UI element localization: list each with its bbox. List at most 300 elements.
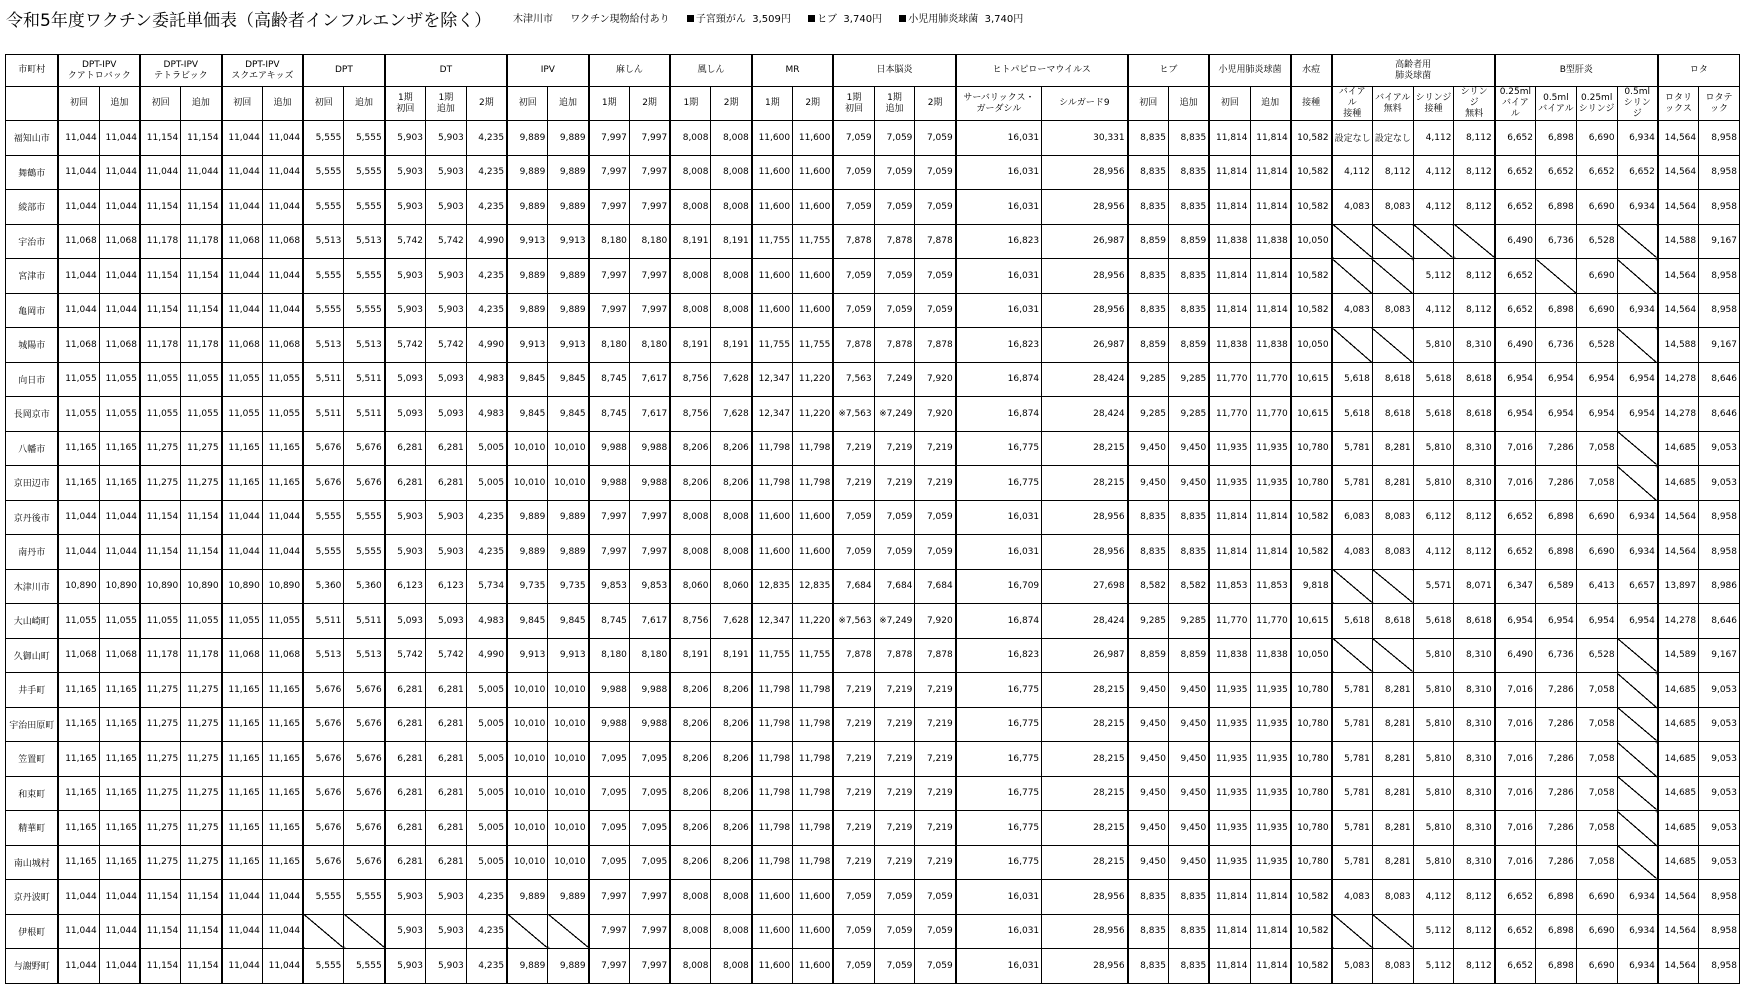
price-cell: 11,044 [262, 190, 303, 225]
price-cell: 7,059 [874, 121, 915, 156]
price-cell: 11,055 [222, 604, 263, 639]
price-cell: 16,775 [956, 845, 1042, 880]
price-cell: 5,555 [303, 259, 344, 294]
header-group: 高齢者用 肺炎球菌 [1332, 55, 1495, 87]
price-cell: 4,235 [466, 914, 507, 949]
municipality-name: 京丹波町 [6, 880, 59, 915]
price-cell: 8,835 [1168, 535, 1209, 570]
price-cell: 11,068 [58, 638, 99, 673]
price-cell: 6,490 [1495, 328, 1536, 363]
price-cell: 11,165 [262, 845, 303, 880]
price-cell: 10,582 [1291, 880, 1332, 915]
price-cell: 8,958 [1699, 293, 1740, 328]
price-cell: 11,165 [262, 776, 303, 811]
header-group: DPT [303, 55, 385, 87]
price-cell: 8,008 [711, 293, 752, 328]
not-applicable-cell [1332, 328, 1373, 363]
price-cell: 14,564 [1658, 880, 1699, 915]
price-cell: 5,618 [1413, 362, 1454, 397]
price-cell: 5,676 [344, 742, 385, 777]
price-cell: 7,058 [1576, 845, 1617, 880]
price-cell: 4,235 [466, 949, 507, 984]
header-subcolumn: 0.5ml バイアル [1536, 87, 1577, 121]
price-cell: 11,044 [58, 914, 99, 949]
price-cell: 11,165 [99, 431, 140, 466]
price-cell: 11,068 [222, 224, 263, 259]
municipality-name: 舞鶴市 [6, 155, 59, 190]
price-cell: 11,814 [1209, 535, 1250, 570]
price-cell: 6,954 [1576, 362, 1617, 397]
price-cell: 27,698 [1042, 569, 1128, 604]
price-cell: 26,987 [1042, 638, 1128, 673]
price-cell: 7,617 [629, 362, 670, 397]
price-cell: 6,281 [385, 707, 426, 742]
price-cell: 7,059 [833, 880, 874, 915]
price-cell: 14,685 [1658, 811, 1699, 846]
price-cell: 6,954 [1576, 604, 1617, 639]
table-row [6, 742, 1740, 777]
square-bullet-icon [687, 15, 694, 22]
price-cell: 6,954 [1617, 604, 1658, 639]
price-cell: 7,219 [874, 673, 915, 708]
header-subcolumn: 追加 [181, 87, 222, 121]
price-cell: 14,588 [1658, 224, 1699, 259]
municipality-name: 南丹市 [6, 535, 59, 570]
price-cell: 11,814 [1209, 914, 1250, 949]
price-cell: 11,798 [793, 466, 834, 501]
price-cell: 8,191 [711, 224, 752, 259]
price-cell: 8,618 [1372, 362, 1413, 397]
price-cell: 5,093 [385, 362, 426, 397]
price-cell: 7,219 [874, 845, 915, 880]
price-cell: 8,958 [1699, 190, 1740, 225]
price-cell: 7,095 [629, 742, 670, 777]
not-applicable-cell [1372, 259, 1413, 294]
price-cell: 11,165 [99, 776, 140, 811]
price-cell: 8,206 [670, 845, 711, 880]
price-cell: 7,219 [874, 707, 915, 742]
price-cell: 6,934 [1617, 949, 1658, 984]
price-cell: 4,990 [466, 638, 507, 673]
price-cell: 11,154 [140, 914, 181, 949]
price-cell: 9,845 [548, 362, 589, 397]
price-cell: 7,219 [833, 811, 874, 846]
price-cell: 11,044 [58, 535, 99, 570]
price-cell: 11,165 [58, 845, 99, 880]
price-cell: 12,347 [752, 397, 793, 432]
price-cell: 5,903 [425, 121, 466, 156]
price-cell: 10,010 [507, 742, 548, 777]
price-cell: 9,889 [548, 500, 589, 535]
price-cell: 6,690 [1576, 949, 1617, 984]
price-cell: 8,206 [711, 776, 752, 811]
price-cell: 6,490 [1495, 638, 1536, 673]
price-cell: 7,059 [915, 121, 956, 156]
price-cell: 11,600 [752, 914, 793, 949]
price-cell: 9,285 [1168, 397, 1209, 432]
not-applicable-cell [1332, 914, 1373, 949]
price-cell: 8,083 [1372, 535, 1413, 570]
price-cell: 6,690 [1576, 259, 1617, 294]
price-cell: 設定なし [1372, 121, 1413, 156]
not-applicable-cell [1372, 224, 1413, 259]
price-cell: 8,835 [1128, 121, 1169, 156]
price-cell: 11,154 [181, 914, 222, 949]
price-cell: 4,235 [466, 535, 507, 570]
price-cell: 6,281 [385, 845, 426, 880]
price-cell: 7,059 [833, 293, 874, 328]
price-cell: 4,112 [1413, 293, 1454, 328]
price-cell: 5,513 [344, 638, 385, 673]
price-cell: 4,990 [466, 224, 507, 259]
price-cell: 11,178 [181, 638, 222, 673]
price-cell: 7,016 [1495, 811, 1536, 846]
price-cell: 10,890 [181, 569, 222, 604]
price-cell: 5,781 [1332, 776, 1373, 811]
price-cell: 11,055 [181, 362, 222, 397]
price-cell: 11,044 [222, 259, 263, 294]
square-bullet-icon [808, 15, 815, 22]
price-cell: 8,191 [670, 224, 711, 259]
price-cell: 5,810 [1413, 707, 1454, 742]
price-cell: 16,031 [956, 121, 1042, 156]
price-cell: 5,676 [344, 707, 385, 742]
price-cell: 8,958 [1699, 259, 1740, 294]
price-cell: 5,742 [425, 224, 466, 259]
price-cell: 6,281 [385, 673, 426, 708]
price-cell: 7,997 [629, 259, 670, 294]
price-cell: 4,983 [466, 604, 507, 639]
price-cell: 5,511 [344, 362, 385, 397]
price-cell: 9,889 [507, 293, 548, 328]
price-cell: 6,652 [1536, 155, 1577, 190]
price-cell: 8,745 [589, 362, 630, 397]
price-cell: 9,988 [589, 673, 630, 708]
price-cell: 8,112 [1454, 914, 1495, 949]
price-cell: ※7,249 [874, 397, 915, 432]
price-cell: 11,935 [1209, 811, 1250, 846]
price-cell: 7,997 [629, 949, 670, 984]
header-group: 風しん [670, 55, 752, 87]
header-group: ヒブ [1128, 55, 1210, 87]
vaccine-price-table [5, 54, 1740, 984]
table-row [6, 190, 1740, 225]
table-row [6, 569, 1740, 604]
price-cell: 7,219 [915, 431, 956, 466]
price-cell: 7,219 [915, 776, 956, 811]
price-cell: 11,055 [262, 397, 303, 432]
price-cell: 8,835 [1128, 500, 1169, 535]
price-cell: 11,600 [752, 190, 793, 225]
price-cell: 5,112 [1413, 949, 1454, 984]
price-cell: 8,310 [1454, 811, 1495, 846]
table-row [6, 293, 1740, 328]
price-cell: 11,055 [181, 604, 222, 639]
price-cell: 11,044 [222, 293, 263, 328]
price-cell: 16,709 [956, 569, 1042, 604]
price-cell: 7,219 [874, 811, 915, 846]
price-cell: 5,742 [425, 328, 466, 363]
header-subcolumn: 初回 [303, 87, 344, 121]
price-cell: 7,059 [915, 880, 956, 915]
price-cell: 11,770 [1209, 397, 1250, 432]
price-cell: 11,275 [181, 776, 222, 811]
price-cell: 8,112 [1454, 949, 1495, 984]
price-cell: 9,889 [548, 880, 589, 915]
price-cell: 8,835 [1128, 155, 1169, 190]
price-cell: 8,835 [1128, 293, 1169, 328]
price-cell: 6,934 [1617, 190, 1658, 225]
price-cell: 11,154 [181, 880, 222, 915]
price-cell: 7,286 [1536, 431, 1577, 466]
price-cell: 5,511 [303, 604, 344, 639]
price-cell: 7,058 [1576, 707, 1617, 742]
price-cell: 4,083 [1332, 190, 1373, 225]
price-cell: 7,059 [874, 535, 915, 570]
price-cell: 5,903 [385, 880, 426, 915]
price-cell: 11,600 [752, 880, 793, 915]
price-cell: 8,835 [1168, 190, 1209, 225]
note-item: ヒブ 3,740円 [808, 14, 882, 25]
price-cell: 6,898 [1536, 190, 1577, 225]
price-cell: 28,215 [1042, 811, 1128, 846]
price-cell: 11,044 [99, 949, 140, 984]
price-cell: 10,582 [1291, 121, 1332, 156]
price-cell: 6,690 [1576, 293, 1617, 328]
price-cell: 11,798 [752, 742, 793, 777]
price-cell: 6,281 [385, 776, 426, 811]
price-cell: 5,903 [425, 155, 466, 190]
price-cell: 6,898 [1536, 293, 1577, 328]
price-cell: 7,617 [629, 397, 670, 432]
price-cell: 11,165 [58, 742, 99, 777]
price-cell: 11,935 [1209, 742, 1250, 777]
price-cell: 7,920 [915, 604, 956, 639]
price-cell: 8,206 [711, 811, 752, 846]
municipality-name: 与謝野町 [6, 949, 59, 984]
price-cell: 7,059 [874, 293, 915, 328]
price-cell: 6,652 [1495, 190, 1536, 225]
price-cell: 5,903 [385, 949, 426, 984]
price-cell: 14,685 [1658, 742, 1699, 777]
price-cell: 11,755 [793, 224, 834, 259]
price-cell: 11,044 [262, 500, 303, 535]
price-cell: 9,053 [1699, 742, 1740, 777]
price-cell: 9,167 [1699, 638, 1740, 673]
price-cell: 6,528 [1576, 328, 1617, 363]
header-group: 日本脳炎 [833, 55, 955, 87]
price-cell: 9,853 [589, 569, 630, 604]
price-cell: 11,935 [1250, 845, 1291, 880]
price-cell: 7,059 [833, 535, 874, 570]
price-cell: 7,059 [833, 259, 874, 294]
price-cell: 9,889 [507, 190, 548, 225]
header-municipality: 市町村 [6, 55, 59, 87]
price-cell: 5,903 [425, 500, 466, 535]
price-cell: 11,853 [1250, 569, 1291, 604]
price-cell: 11,220 [793, 362, 834, 397]
price-cell: 8,008 [711, 121, 752, 156]
price-cell: 11,154 [181, 190, 222, 225]
price-cell: 6,281 [425, 707, 466, 742]
price-cell: 8,112 [1454, 121, 1495, 156]
price-cell: 11,798 [752, 707, 793, 742]
price-cell: 11,044 [262, 259, 303, 294]
price-cell: 16,823 [956, 638, 1042, 673]
price-cell: 5,742 [425, 638, 466, 673]
price-cell: 9,285 [1168, 362, 1209, 397]
price-cell: 9,450 [1128, 742, 1169, 777]
price-cell: 7,997 [589, 293, 630, 328]
price-cell: 11,165 [262, 673, 303, 708]
price-cell: 6,954 [1495, 362, 1536, 397]
price-cell: 11,600 [752, 121, 793, 156]
price-cell: 11,275 [140, 776, 181, 811]
price-cell: 8,206 [670, 466, 711, 501]
price-cell: 設定なし [1332, 121, 1373, 156]
price-cell: 11,853 [1209, 569, 1250, 604]
header-subcolumn: シリンジ 無料 [1454, 87, 1495, 121]
price-cell: 11,798 [752, 673, 793, 708]
price-cell: 6,690 [1576, 500, 1617, 535]
price-cell: 16,031 [956, 259, 1042, 294]
price-cell: 6,281 [425, 776, 466, 811]
price-cell: 5,810 [1413, 742, 1454, 777]
price-cell: 28,215 [1042, 673, 1128, 708]
price-cell: 28,956 [1042, 880, 1128, 915]
price-cell: 8,618 [1454, 397, 1495, 432]
price-cell: 5,903 [385, 914, 426, 949]
price-cell: 8,083 [1372, 500, 1413, 535]
not-applicable-cell [344, 914, 385, 949]
price-cell: 5,781 [1332, 811, 1373, 846]
price-cell: 5,005 [466, 776, 507, 811]
price-cell: 9,735 [507, 569, 548, 604]
price-cell: 11,935 [1209, 466, 1250, 501]
price-cell: 11,165 [99, 811, 140, 846]
price-cell: 11,165 [222, 466, 263, 501]
price-cell: 26,987 [1042, 328, 1128, 363]
price-cell: 8,008 [670, 880, 711, 915]
municipality-name: 精華町 [6, 811, 59, 846]
price-cell: 11,068 [99, 638, 140, 673]
price-cell: 11,798 [793, 673, 834, 708]
price-cell: 8,206 [711, 845, 752, 880]
price-cell: 11,044 [58, 880, 99, 915]
header-group: DPT-IPV スクエアキッズ [222, 55, 304, 87]
price-cell: 11,154 [181, 121, 222, 156]
price-cell: 11,275 [181, 466, 222, 501]
price-cell: 8,281 [1372, 811, 1413, 846]
price-cell: 5,676 [303, 742, 344, 777]
price-cell: 4,083 [1332, 293, 1373, 328]
price-cell: 10,010 [507, 776, 548, 811]
price-cell: 8,986 [1699, 569, 1740, 604]
price-cell: 7,286 [1536, 466, 1577, 501]
price-cell: 8,618 [1454, 362, 1495, 397]
price-cell: 7,059 [874, 190, 915, 225]
price-cell: 9,913 [507, 224, 548, 259]
price-cell: 7,997 [589, 914, 630, 949]
price-cell: 6,934 [1617, 500, 1658, 535]
price-cell: 14,278 [1658, 362, 1699, 397]
not-applicable-cell [1332, 259, 1373, 294]
price-cell: 7,219 [915, 845, 956, 880]
price-cell: 7,059 [915, 293, 956, 328]
price-cell: 6,652 [1495, 155, 1536, 190]
price-cell: 7,059 [915, 500, 956, 535]
header-subcolumn: 追加 [344, 87, 385, 121]
price-cell: 5,676 [344, 811, 385, 846]
price-cell: 5,511 [344, 604, 385, 639]
price-cell: 13,897 [1658, 569, 1699, 604]
not-applicable-cell [1617, 811, 1658, 846]
price-cell: 8,060 [711, 569, 752, 604]
municipality-name: 大山崎町 [6, 604, 59, 639]
municipality-name: 京丹後市 [6, 500, 59, 535]
price-cell: 5,903 [385, 535, 426, 570]
price-cell: 9,913 [507, 638, 548, 673]
price-cell: 8,835 [1168, 949, 1209, 984]
price-cell: 10,780 [1291, 811, 1332, 846]
price-cell: 5,555 [344, 259, 385, 294]
price-cell: 14,685 [1658, 431, 1699, 466]
price-cell: 11,814 [1250, 880, 1291, 915]
price-cell: 7,684 [874, 569, 915, 604]
price-cell: 5,781 [1332, 466, 1373, 501]
price-cell: 11,044 [262, 155, 303, 190]
not-applicable-cell [1617, 673, 1658, 708]
price-cell: 5,781 [1332, 431, 1373, 466]
header-subcolumn: 初回 [1128, 87, 1169, 121]
price-cell: 5,618 [1332, 604, 1373, 639]
price-cell: 12,347 [752, 604, 793, 639]
page-title: 令和5年度ワクチン委託単価表（高齢者インフルエンザを除く） [6, 11, 492, 31]
header-subcolumn: 追加 [99, 87, 140, 121]
price-cell: 6,954 [1495, 397, 1536, 432]
price-cell: 7,095 [629, 845, 670, 880]
price-cell: 28,215 [1042, 466, 1128, 501]
price-cell: 7,997 [589, 190, 630, 225]
price-cell: 8,008 [711, 500, 752, 535]
price-cell: 28,956 [1042, 259, 1128, 294]
price-cell: 4,112 [1332, 155, 1373, 190]
price-cell: 7,016 [1495, 845, 1536, 880]
price-cell: 16,031 [956, 500, 1042, 535]
price-cell: 11,044 [58, 190, 99, 225]
price-cell: 7,286 [1536, 707, 1577, 742]
municipality-name: 伊根町 [6, 914, 59, 949]
price-cell: 11,044 [99, 155, 140, 190]
price-cell: 11,044 [222, 190, 263, 225]
header-subcolumn: 追加 [1168, 87, 1209, 121]
price-cell: 7,219 [833, 707, 874, 742]
price-cell: 11,154 [181, 259, 222, 294]
price-cell: 5,005 [466, 742, 507, 777]
price-cell: 9,988 [629, 431, 670, 466]
price-cell: 8,206 [670, 707, 711, 742]
price-cell: 11,068 [262, 224, 303, 259]
price-cell: 14,588 [1658, 328, 1699, 363]
price-cell: 5,513 [303, 224, 344, 259]
price-cell: 11,165 [58, 811, 99, 846]
price-cell: 7,059 [915, 259, 956, 294]
price-cell: 5,555 [344, 535, 385, 570]
price-cell: 11,935 [1250, 707, 1291, 742]
price-cell: 11,838 [1209, 224, 1250, 259]
price-cell: 9,889 [507, 500, 548, 535]
price-cell: 5,903 [425, 949, 466, 984]
